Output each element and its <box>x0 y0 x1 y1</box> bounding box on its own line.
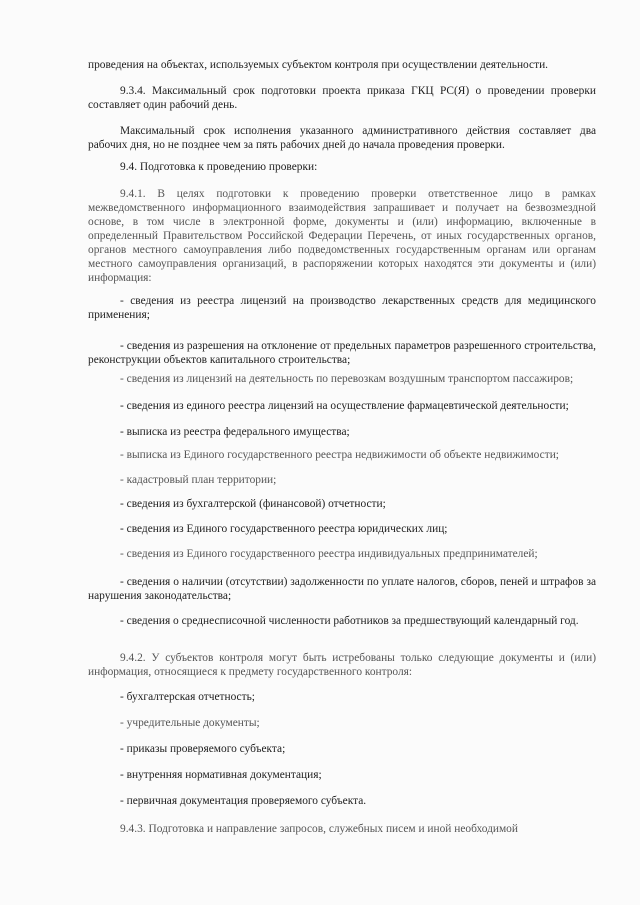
list-item: - бухгалтерская отчетность; <box>120 691 255 703</box>
list-item: - сведения из Единого государственного реестра юридических лиц; <box>120 523 448 535</box>
list-item: - приказы проверяемого субъекта; <box>120 743 286 755</box>
list-item: - сведения из разрешения на отклонение от предельных параметров разрешенного строительства, реконструкции объектов капитального строительства; <box>88 340 596 366</box>
list-item: - выписка из реестра федерального имущества; <box>120 426 350 438</box>
list-item: - первичная документация проверяемого субъекта. <box>120 795 367 807</box>
list-item: - сведения из лицензий на деятельность по перевозкам воздушным транспортом пассажиров; <box>120 373 574 385</box>
list-item: - сведения из единого реестра лицензий на осуществление фармацевтической деятельности; <box>120 400 569 412</box>
list-item: - сведения о наличии (отсутствии) задолженности по уплате налогов, сборов, пеней и штрафов за нарушения законодательства; <box>88 576 596 602</box>
list-item: - внутренняя нормативная документация; <box>120 769 322 781</box>
paragraph-9-4-1: 9.4.1. В целях подготовки к проведению проверки ответственное лицо в рамках межведомственного информационного взаимодействия запрашивает и получает на безвозмездной основе, в том числе в электронной форме, документы и (или) информацию, включенные в определенный Правительством Российской Федерации Перечень, от иных государственных органов, органов местного самоуправления либо подведомственных государственным органам или органам местного самоуправления организаций, в распоряжении которых находятся эти документы и (или) информация: <box>88 188 596 284</box>
heading-9-4: 9.4. Подготовка к проведению проверки: <box>120 161 318 173</box>
list-item: - сведения о среднесписочной численности работников за предшествующий календарный год. <box>120 615 579 627</box>
list-item: - сведения из бухгалтерской (финансовой) отчетности; <box>120 498 386 510</box>
list-item: - сведения из Единого государственного реестра индивидуальных предпринимателей; <box>120 548 538 560</box>
paragraph-continuation: проведения на объектах, используемых субъектом контроля при осуществлении деятельности. <box>88 59 549 71</box>
list-item: - учредительные документы; <box>120 717 260 729</box>
paragraph-max-term: Максимальный срок исполнения указанного административного действия составляет два рабочих дня, но не позднее чем за пять рабочих дней до начала проведения проверки. <box>88 125 596 151</box>
list-item: - кадастровый план территории; <box>120 474 277 486</box>
paragraph-9-3-4: 9.3.4. Максимальный срок подготовки проекта приказа ГКЦ РС(Я) о проведении проверки составляет один рабочий день. <box>88 85 596 111</box>
list-item: - сведения из реестра лицензий на производство лекарственных средств для медицинского применения; <box>88 295 596 321</box>
paragraph-9-4-2: 9.4.2. У субъектов контроля могут быть истребованы только следующие документы и (или) информация, относящиеся к предмету государственного контроля: <box>88 652 596 678</box>
list-item: - выписка из Единого государственного реестра недвижимости об объекте недвижимости; <box>120 449 559 461</box>
paragraph-9-4-3: 9.4.3. Подготовка и направление запросов, служебных писем и иной необходимой <box>120 823 518 835</box>
